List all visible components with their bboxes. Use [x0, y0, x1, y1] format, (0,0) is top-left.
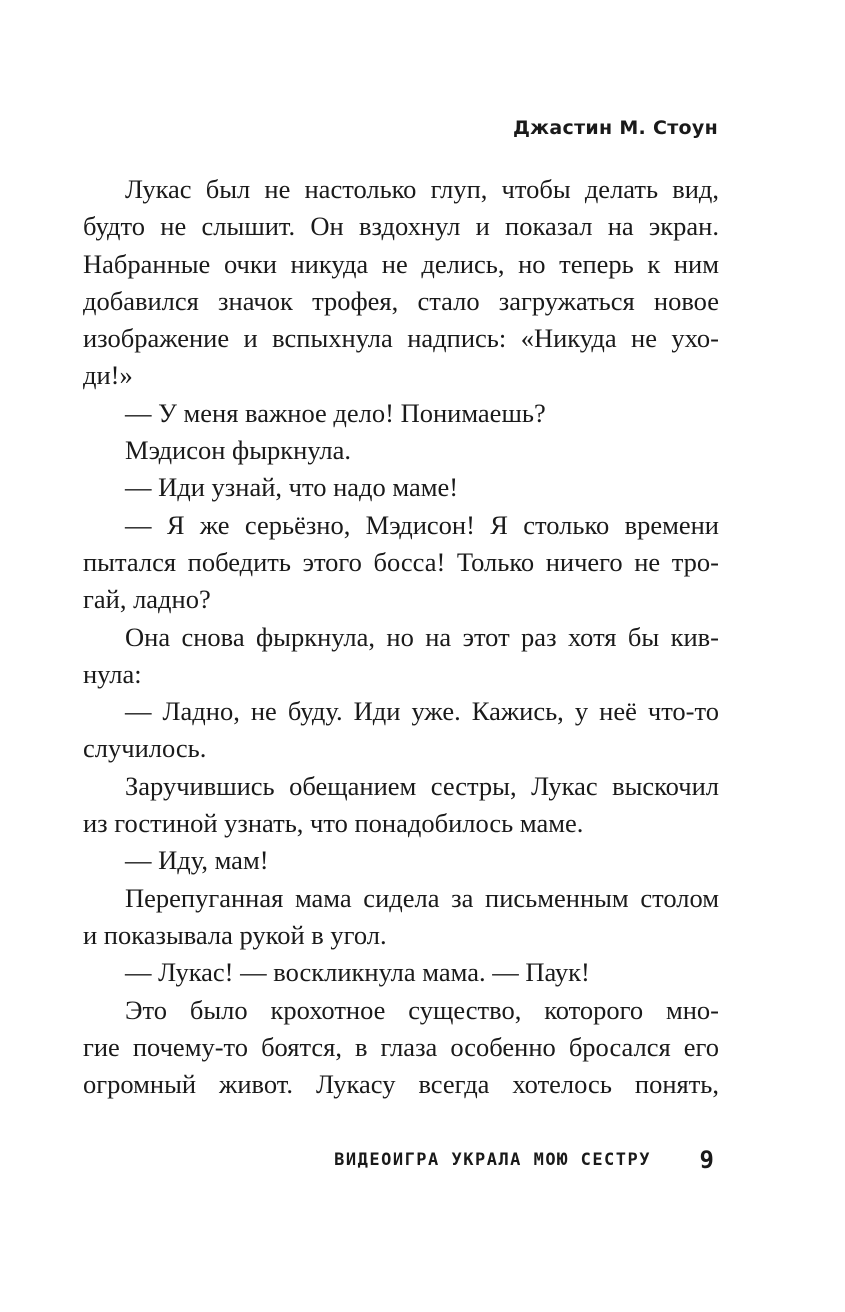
text-line: ди!»	[83, 360, 133, 391]
text-line: Набранные очки никуда не делись, но теперь к ним	[83, 248, 719, 279]
text-line: огромный живот. Лукасу всегда хотелось понять,	[83, 1069, 719, 1100]
page-footer	[0, 1146, 845, 1174]
running-foot-book-title: ВИДЕОИГРА УКРАЛА МОЮ СЕСТРУ	[334, 1150, 651, 1170]
text-line: гай, ладно?	[83, 584, 211, 615]
text-line: Мэдисон фыркнула.	[125, 435, 352, 466]
text-line: из гостиной узнать, что понадобилось маме.	[83, 808, 584, 839]
text-line: — Иду, мам!	[125, 845, 269, 876]
running-head-author: Джастин М. Стоун	[512, 117, 718, 139]
text-line: нула:	[83, 658, 142, 689]
text-line: — Иди узнай, что надо маме!	[125, 472, 459, 503]
text-line: — Ладно, не буду. Иди уже. Кажись, у неё что-то	[125, 696, 719, 727]
text-line: Она снова фыркнула, но на этот раз хотя бы кив-	[125, 621, 719, 652]
text-line: — У меня важное дело! Понимаешь?	[125, 397, 546, 428]
body-text	[83, 171, 719, 1103]
text-line: изображение и вспыхнула надпись: «Никуда не ухо-	[83, 323, 719, 354]
text-line: и показывала рукой в угол.	[83, 919, 387, 950]
page-number: 9	[699, 1146, 714, 1174]
text-line: Лукас был не настолько глуп, чтобы делать вид,	[125, 174, 719, 204]
text-line: Заручившись обещанием сестры, Лукас выскочил	[125, 770, 719, 801]
text-line: — Я же серьёзно, Мэдисон! Я столько времени	[125, 509, 719, 540]
text-line: будто не слышит. Он вздохнул и показал на экран.	[83, 211, 719, 242]
text-line: добавился значок трофея, стало загружаться новое	[83, 285, 719, 316]
text-line: Это было крохотное существо, которого мно-	[125, 994, 719, 1025]
text-line: случилось.	[83, 733, 207, 764]
text-line: пытался победить этого босса! Только ничего не тро-	[83, 546, 719, 577]
text-line: Перепуганная мама сидела за письменным столом	[125, 882, 719, 913]
text-line: — Лукас! — воскликнула мама. — Паук!	[125, 957, 590, 988]
text-line: гие почему-то боятся, в глаза особенно бросался его	[83, 1031, 719, 1062]
